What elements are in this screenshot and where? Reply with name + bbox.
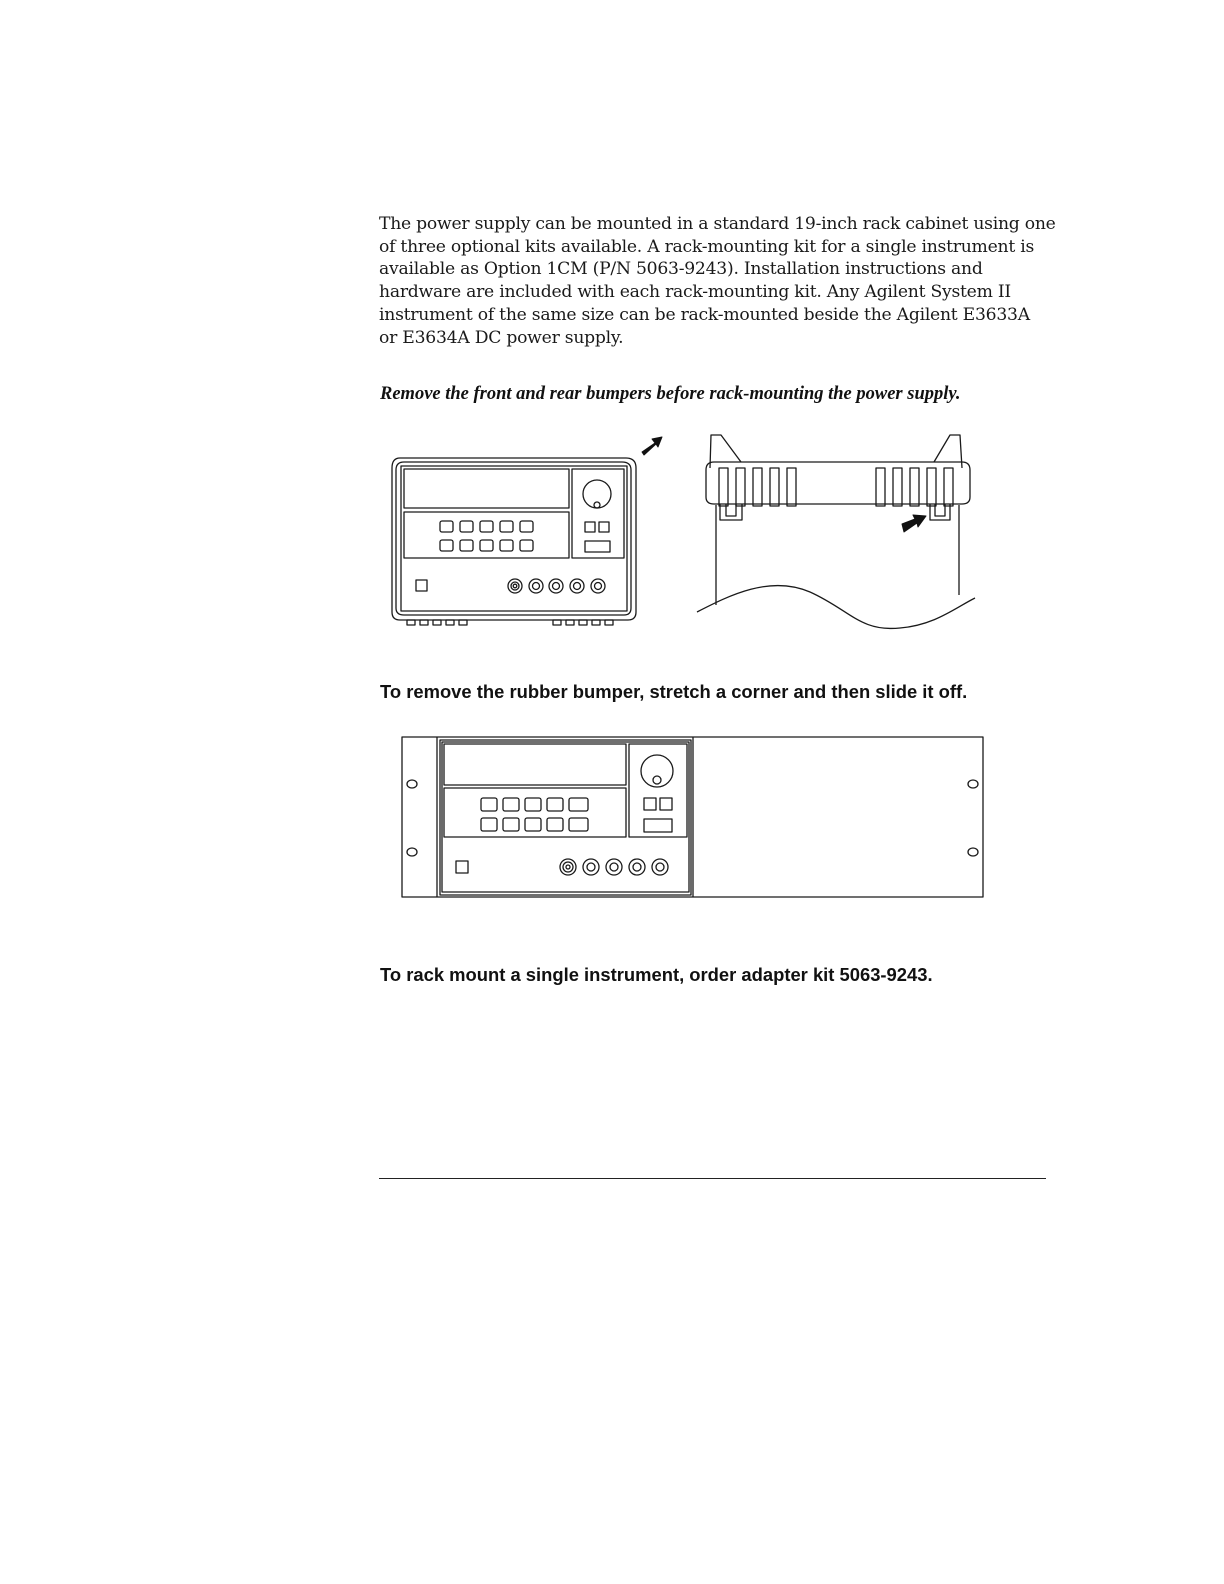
paragraph-line: instrument of the same size can be rack-mounted beside the Agilent E3633A xyxy=(379,304,1030,325)
rack-panel xyxy=(402,737,983,897)
arrow-icon xyxy=(642,437,662,455)
bumper-close-up xyxy=(697,435,975,628)
power-supply-front-view xyxy=(392,458,636,625)
paragraph-line: hardware are included with each rack-mounting kit. Any Agilent System II xyxy=(379,282,1011,303)
bumper-removal-note: Remove the front and rear bumpers before rack-mounting the power supply. xyxy=(380,384,961,404)
rack-mount-paragraph xyxy=(379,213,1056,349)
knob-icon xyxy=(583,480,611,508)
bumper-caption: To remove the rubber bumper, stretch a corner and then slide it off. xyxy=(380,681,968,702)
keypad-buttons xyxy=(481,798,588,831)
instrument-feet xyxy=(407,620,613,625)
paragraph-line: or E3634A DC power supply. xyxy=(379,327,624,348)
bumper-removal-figure xyxy=(385,428,985,638)
rack-mount-caption: To rack mount a single instrument, order adapter kit 5063-9243. xyxy=(380,964,933,985)
page-divider xyxy=(379,1178,1046,1179)
output-terminals xyxy=(508,579,605,593)
arrow-icon xyxy=(902,515,926,532)
keypad-buttons xyxy=(440,521,533,551)
output-terminals xyxy=(560,859,668,875)
mounted-instrument xyxy=(440,740,691,895)
paragraph-line: available as Option 1CM (P/N 5063-9243). Installation instructions and xyxy=(379,259,983,280)
paragraph-line: The power supply can be mounted in a standard 19-inch rack cabinet using one xyxy=(379,214,1056,234)
rack-mount-figure xyxy=(398,733,988,903)
knob-icon xyxy=(641,755,673,787)
paragraph-line: of three optional kits available. A rack-mounting kit for a single instrument is xyxy=(379,236,1035,257)
